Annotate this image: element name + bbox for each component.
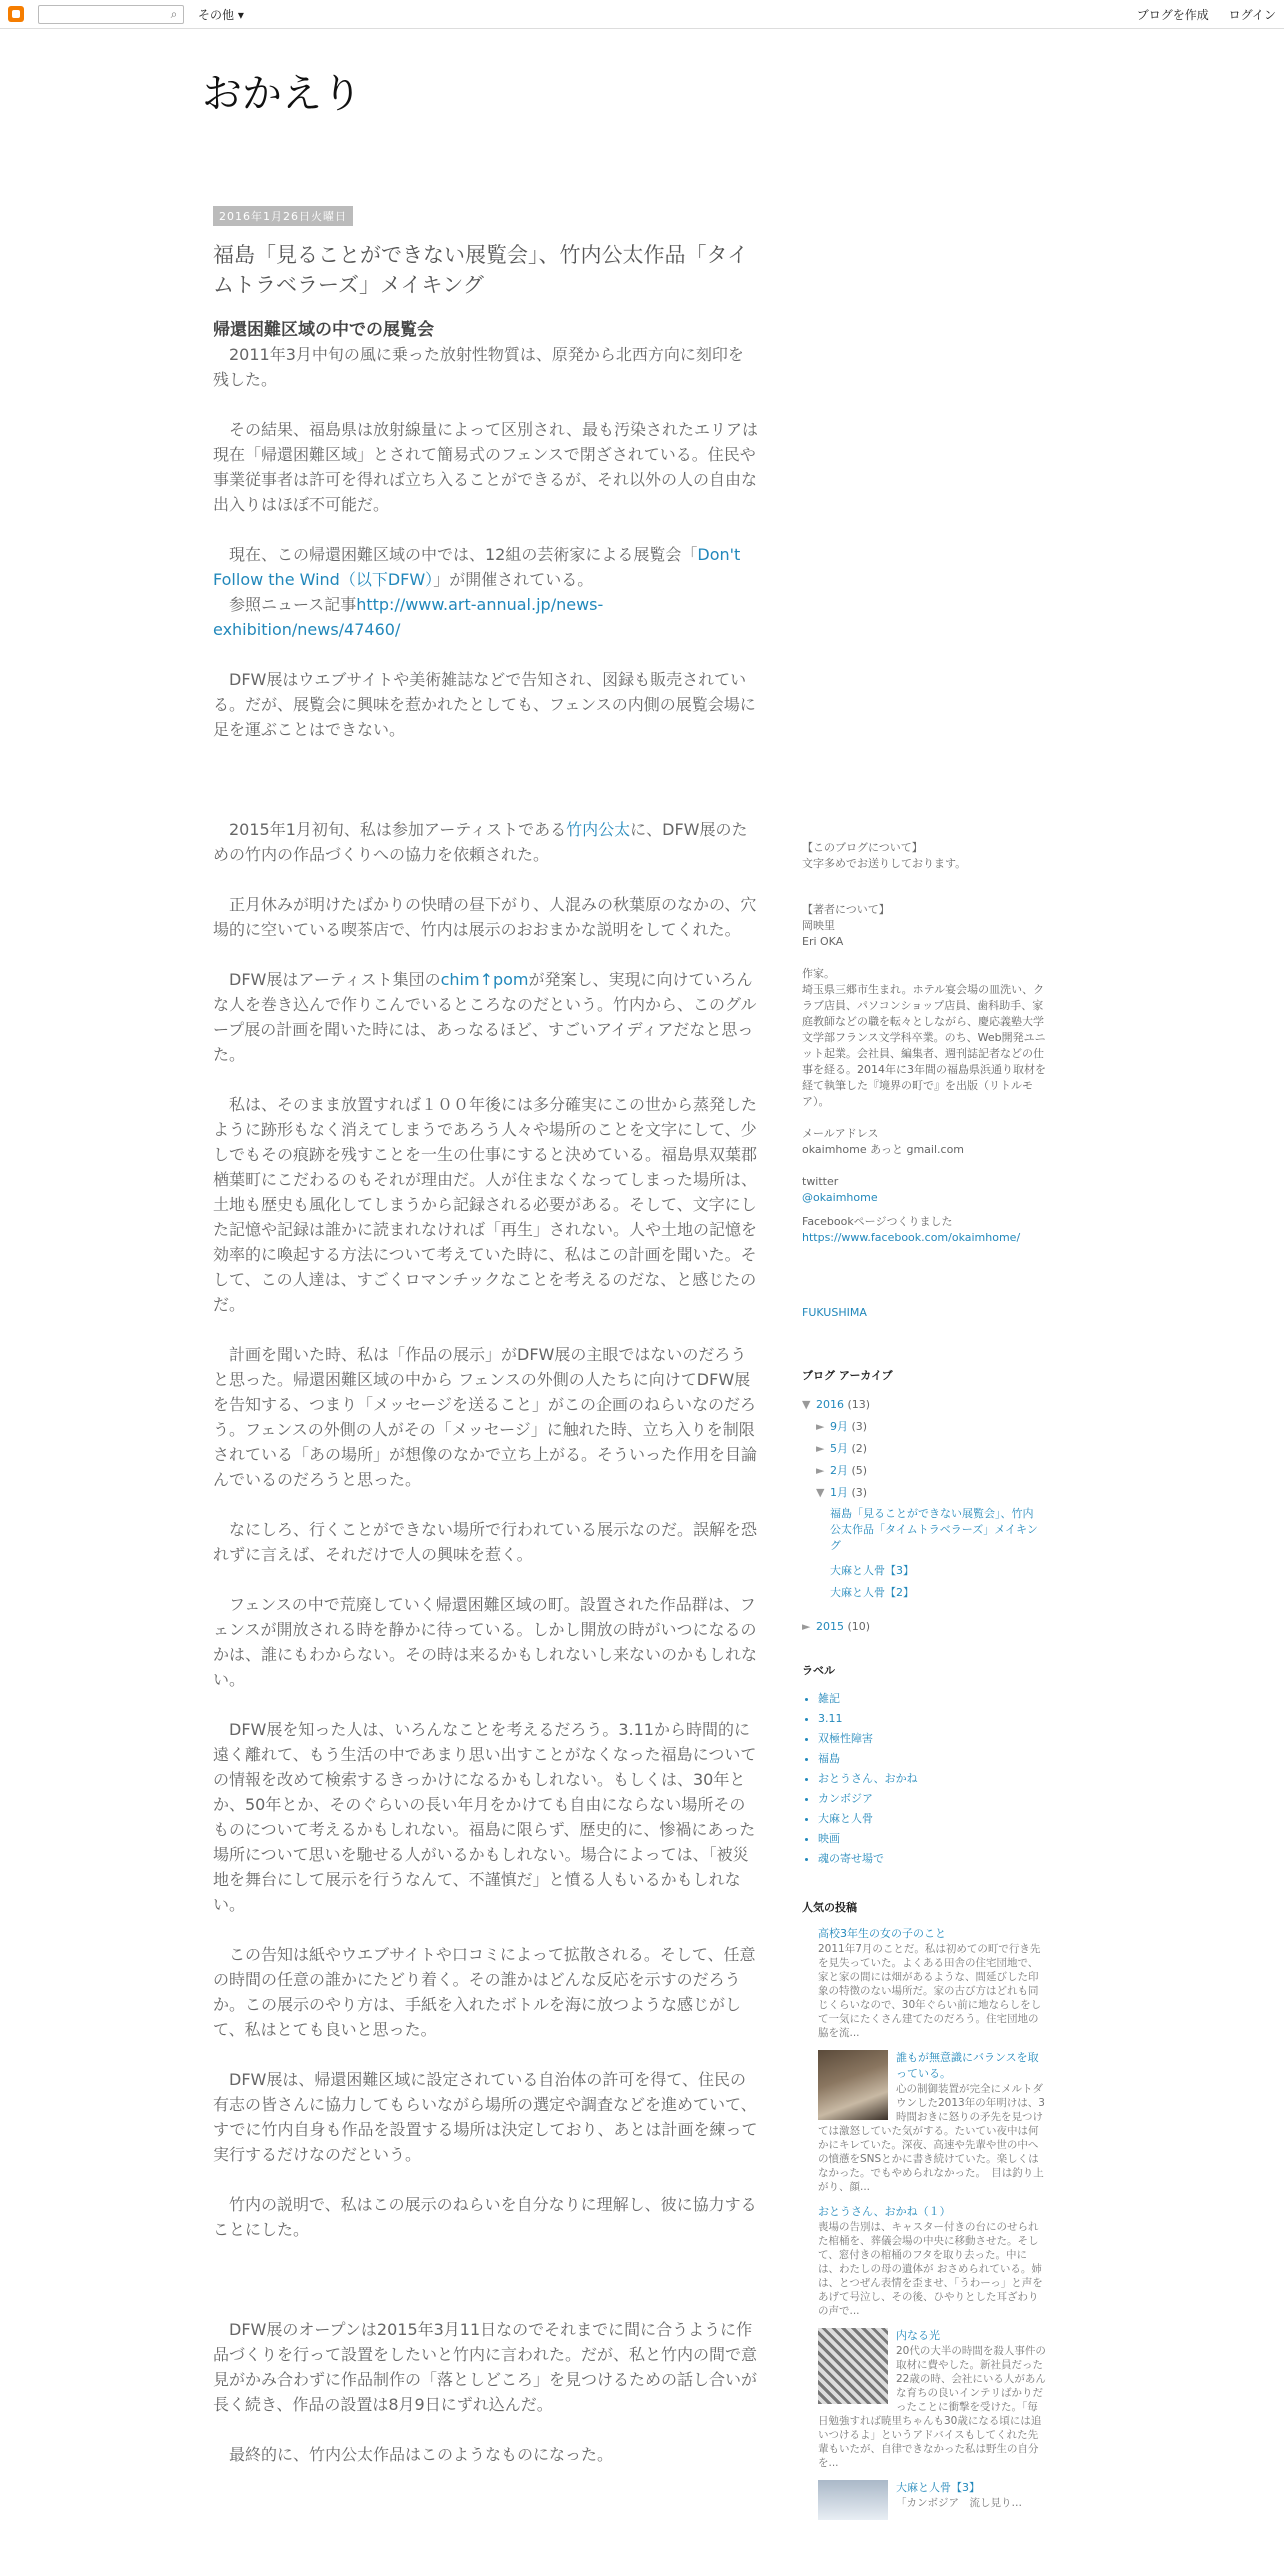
mail-label: メールアドレス [802, 1127, 879, 1140]
post-paragraph: DFW展はウエブサイトや美術雑誌などで告知され、図録も販売されている。だが、展覧会に興味を惹かれたとしても、フェンスの内側の展覧会場に足を運ぶことはできない。 [213, 670, 756, 739]
post-paragraph: 最終的に、竹内公太作品はこのようなものになった。 [213, 2445, 614, 2464]
popular-post-title[interactable]: 誰もが無意識にバランスを取っている。 [896, 2051, 1039, 2080]
popular-post[interactable] [818, 2204, 1048, 2318]
archive-month[interactable]: ► 9月 (3) [802, 1416, 1052, 1438]
archive-year-2016[interactable]: ▼ 2016 (13) [802, 1394, 1052, 1416]
label-link[interactable]: • 福島 [818, 1749, 1052, 1769]
label-link[interactable]: • 魂の寄せ場で [818, 1849, 1052, 1869]
popular-post[interactable] [818, 1926, 1048, 2040]
collapsed-arrow-icon[interactable]: ► [816, 1464, 825, 1477]
popular-post-title[interactable]: 大麻と人骨【3】 [896, 2481, 980, 2494]
post-paragraph: その結果、福島県は放射線量によって区別され、最も汚染されたエリアは現在「帰還困難区域」とされて簡易式のフェンスで閉ざされている。住民や事業従事者は許可を得れば立ち入ることができるが、それ以外の人の自由な出入りはほぼ不可能だ。 [213, 420, 758, 514]
thumbnail-image[interactable] [818, 2050, 888, 2120]
author-bio: 埼玉県三郷市生まれ。ホテル宴会場の皿洗い、クラブ店員、パソコンショップ店員、歯科助手、家庭教師などの職を転々としながら、慶応義塾大学文学部フランス文学科卒業。のち、Web開発ユニット起業。会社員、編集者、週刊誌記者などの仕事を経る。2014年に3年間の福島県浜通り取材を経て執筆した『境界の町で』を出版（リトルモア）。 [802, 983, 1046, 1108]
twitter-label: twitter [802, 1175, 839, 1188]
fukushima-link[interactable]: FUKUSHIMA [802, 1306, 867, 1319]
thumbnail-image[interactable] [818, 2480, 888, 2520]
popular-post-snippet: 20代の大半の時間を殺人事件の取材に費やした。新社員だった22歳の時、会社にいる人があんな育ちの良いインテリばかりだったことに衝撃を受けた。「毎日勉強すれば暁里ちゃんも30歳になる頃には追いつけるよ」というアドバイスもしてくれた先輩もいたが、自律できなかった私は野生の自分を... [818, 2345, 1046, 2469]
archive-post[interactable]: 福島「見ることができない展覧会」、竹内公太作品「タイムトラベラーズ」メイキング [830, 1507, 1038, 1552]
expanded-arrow-icon[interactable]: ▼ [816, 1486, 825, 1499]
author-heading: 【著者について】 [802, 903, 890, 916]
labels-heading: ラベル [802, 1664, 835, 1677]
author-section [802, 902, 1052, 1246]
post-title: 福島「見ることができない展覧会」、竹内公太作品「タイムトラベラーズ」メイキング [213, 243, 749, 297]
post-paragraph: 2011年3月中旬の風に乗った放射性物質は、原発から北西方向に刻印を残した。 [213, 345, 744, 389]
post-paragraph: フェンスの中で荒廃していく帰還困難区域の町。設置された作品群は、フェンスが開放される時を静かに待っている。しかし開放の時がいつになるのかは、誰にもわからない。その時は来るかもしれないし来ないのかもしれない。 [213, 1595, 758, 1689]
search-icon[interactable]: ⌕ [170, 7, 178, 21]
archive-section [802, 1368, 1052, 1638]
post-paragraph: 現在、この帰還困難区域の中では、12組の芸術家による展覧会「Don't Follow the Wind（以下DFW）」が開催されている。 [213, 545, 741, 589]
archive-post[interactable]: 大麻と人骨【3】 [830, 1564, 914, 1577]
author-roman: Eri OKA [802, 935, 844, 948]
artist-link[interactable]: 竹内公太 [566, 820, 631, 839]
thumbnail-image[interactable] [818, 2328, 888, 2404]
expanded-arrow-icon[interactable]: ▼ [802, 1398, 811, 1411]
collapsed-arrow-icon[interactable]: ► [816, 1420, 825, 1433]
create-blog-link[interactable]: ブログを作成 [1136, 8, 1209, 22]
post-paragraph: DFW展は、帰還困難区域に設定されている自治体の許可を得て、住民の有志の皆さんに協力してもらいながら場所の選定や調査などを進めていて、すでに竹内自身も作品を設置する場所は決定しており、あとは計画を練って実行するだけなのだという。 [213, 2070, 758, 2164]
post-paragraph: DFW展のオープンは2015年3月11日なのでそれまでに間に合うように作品づくりを行って設置をしたいと竹内に言われた。だが、私と竹内の間で意見がかみ合わずに作品制作の「落としどころ」を見つけるための話し合いが長く続き、作品の設置は8月9日にずれ込んだ。 [213, 2320, 758, 2414]
label-link[interactable]: • 映画 [818, 1829, 1052, 1849]
post-paragraph: 竹内の説明で、私はこの展示のねらいを自分なりに理解し、彼に協力することにした。 [213, 2195, 757, 2239]
archive-month[interactable]: ► 2月 (5) [802, 1460, 1052, 1482]
label-link[interactable]: • 雑記 [818, 1689, 1052, 1709]
popular-post[interactable] [818, 2328, 1048, 2470]
blogger-logo-icon[interactable] [8, 6, 24, 22]
about-section [802, 840, 1052, 872]
post-paragraph: この告知は紙やウエブサイトや口コミによって拡散される。そして、任意の時間の任意の誰かにたどり着く。その誰かはどんな反応を示すのだろうか。この展示のやり方は、手紙を入れたボトルを海に放つような感じがして、私はとても良いと思った。 [213, 1945, 756, 2039]
post-heading: 帰還困難区域の中での展覧会 [213, 320, 434, 340]
label-link[interactable]: • 大麻と人骨 [818, 1809, 1052, 1829]
popular-post[interactable] [818, 2050, 1048, 2194]
about-text: 文字多めでお送りしております。 [802, 857, 967, 870]
post-paragraph: 正月休みが明けたばかりの快晴の昼下がり、人混みの秋葉原のなかの、穴場的に空いている喫茶店で、竹内は展示のおおまかな説明をしてくれた。 [213, 895, 757, 939]
post-paragraph: 2015年1月初旬、私は参加アーティストである竹内公太に、DFW展のための竹内の作品づくりへの協力を依頼された。 [213, 820, 748, 864]
label-link[interactable]: • カンボジア [818, 1789, 1052, 1809]
popular-post-title[interactable]: 高校3年生の女の子のこと [818, 1927, 946, 1940]
popular-post-title[interactable]: 内なる光 [896, 2329, 940, 2342]
archive-month[interactable]: ► 5月 (2) [802, 1438, 1052, 1460]
popular-heading: 人気の投稿 [802, 1901, 857, 1914]
archive-heading: ブログ アーカイブ [802, 1369, 893, 1382]
popular-posts-section [802, 1900, 1052, 2522]
archive-month[interactable]: ▼ 1月 (3) [802, 1482, 1052, 1504]
dfw-link[interactable]: Don't Follow the Wind（以下DFW） [213, 545, 741, 589]
post-paragraph: 計画を聞いた時、私は「作品の展示」がDFW展の主眼ではないのだろうと思った。帰還困難区域の中から フェンスの外側の人たちに向けてDFW展を告知する、つまり「メッセージを送ること」がこの企画のねらいなのだろう。フェンスの外側の人がその「メッセージ」に触れた時、立ち入りを制限されている「あの場所」が想像のなかで立ち上がる。そういった作用を目論んでいるのだろうと思った。 [213, 1345, 758, 1489]
popular-post-title[interactable]: おとうさん、おかね（１） [818, 2205, 951, 2218]
popular-post-snippet: 喪場の告別は、キャスター付きの台にのせられた棺桶を、葬儀会場の中央に移動させた。そして、窓付きの棺桶のフタを取り去った。中には、わたしの母の遺体が おさめられている。姉は、とつぜん表情を歪ませ、「うわーっ」と声をあげて号泣し、その後、ひやりとした耳ざわりの声で... [818, 2221, 1043, 2317]
popular-post[interactable] [818, 2480, 1048, 2510]
author-name: 岡映里 [802, 919, 835, 932]
login-link[interactable]: ログイン [1228, 8, 1276, 22]
label-link[interactable]: • 3.11 [818, 1709, 1052, 1729]
post-paragraph: 私は、そのまま放置すれば１００年後には多分確実にこの世から蒸発したように跡形もなく消えてしまうであろう人々や場所のことを文字にして、少しでもその痕跡を残すことを一生の仕事にすると決めている。福島県双葉郡楢葉町にこだわるのもそれが理由だ。人が住まなくなってしまった場所は、土地も歴史も風化してしまうから記録される必要がある。そして、文字にした記憶や記録は誰かに読まれなければ「再生」されない。人や土地の記憶を効率的に喚起する方法について考えていた時に、私はこの計画を聞いた。そして、この人達は、すごくロマンチックなことを考えるのだな、と感じたのだ。 [213, 1095, 758, 1314]
label-link[interactable]: • おとうさん、おかね [818, 1769, 1052, 1789]
facebook-label: Facebookページつくりました [802, 1215, 953, 1228]
navbar [0, 0, 1284, 29]
facebook-link[interactable]: https://www.facebook.com/okaimhome/ [802, 1231, 1021, 1244]
archive-post[interactable]: 大麻と人骨【2】 [830, 1586, 914, 1599]
blog-title[interactable]: おかえり [202, 71, 362, 117]
post-body [213, 318, 758, 2492]
collapsed-arrow-icon[interactable]: ► [802, 1620, 811, 1633]
labels-list [802, 1689, 1052, 1869]
post-paragraph: DFW展はアーティスト集団のchim↑pomが発案し、実現に向けていろんな人を巻き込んで作りこんでいるところなのだという。竹内から、このグループ展の計画を聞いた時には、あっなるほど、すごいアイディアだなと思った。 [213, 970, 757, 1064]
post-date: 2016年1月26日火曜日 [213, 206, 353, 226]
popular-post-snippet: 「カンボジア 流し見り… [896, 2497, 1022, 2509]
twitter-link[interactable]: @okaimhome [802, 1191, 878, 1204]
collapsed-arrow-icon[interactable]: ► [816, 1442, 825, 1455]
post-paragraph: なにしろ、行くことができない場所で行われている展示なのだ。誤解を恐れずに言えば、それだけで人の興味を惹く。 [213, 1520, 758, 1564]
author-role: 作家。 [802, 967, 835, 980]
reference-link[interactable]: http://www.art-annual.jp/news-exhibition/news/47460/ [213, 595, 604, 639]
reference-paragraph: 参照ニュース記事http://www.art-annual.jp/news-exhibition/news/47460/ [213, 595, 604, 639]
about-heading: 【このブログについて】 [802, 841, 923, 854]
search-input[interactable] [38, 5, 184, 24]
post-paragraph: DFW展を知った人は、いろんなことを考えるだろう。3.11から時間的に遠く離れて、もう生活の中であまり思い出すことがなくなった福島についての情報を改めて検索するきっかけになるかもしれない。もしくは、30年とか、50年とか、そのぐらいの長い年月をかけても自由にならない場所そのものについて考えるかもしれない。福島に限らず、歴史的に、惨禍にあった場所について思いを馳せる人がいるかもしれない。場合によっては、「被災地を舞台にして展示を行うなんて、不謹慎だ」と憤る人もいるかもしれない。 [213, 1720, 757, 1914]
labels-section [802, 1663, 1052, 1869]
popular-post-snippet: 2011年7月のことだ。私は初めての町で行き先を見失っていた。よくある田舎の住宅団地で、家と家の間には畑があるような、間延びした印象の特徴のない場所だ。家の古び方はどれも同じくらいなので、30年ぐらい前に地ならしをして一気にたくさん建てたのだろう。住宅団地の脇を流... [818, 1943, 1042, 2039]
more-menu[interactable]: その他 ▾ [198, 8, 244, 22]
popular-post-snippet: 心の制御装置が完全にメルトダウンした2013年の年明けは、3時間おきに怒りの矛先を見つけては激怒していた気がする。たいてい夜中は何かにキレていた。深夜、高速や先輩や世の中への憤懣をSNSとかに書き続けていた。楽しくはなかった。でもやめられなかった。 目は釣り上がり、顔... [818, 2083, 1045, 2193]
chimpom-link[interactable]: chim↑pom [440, 970, 529, 989]
archive-year-2015[interactable]: ► 2015 (10) [802, 1616, 1052, 1638]
mail-value: okaimhome あっと gmail.com [802, 1143, 965, 1156]
label-link[interactable]: • 双極性障害 [818, 1729, 1052, 1749]
